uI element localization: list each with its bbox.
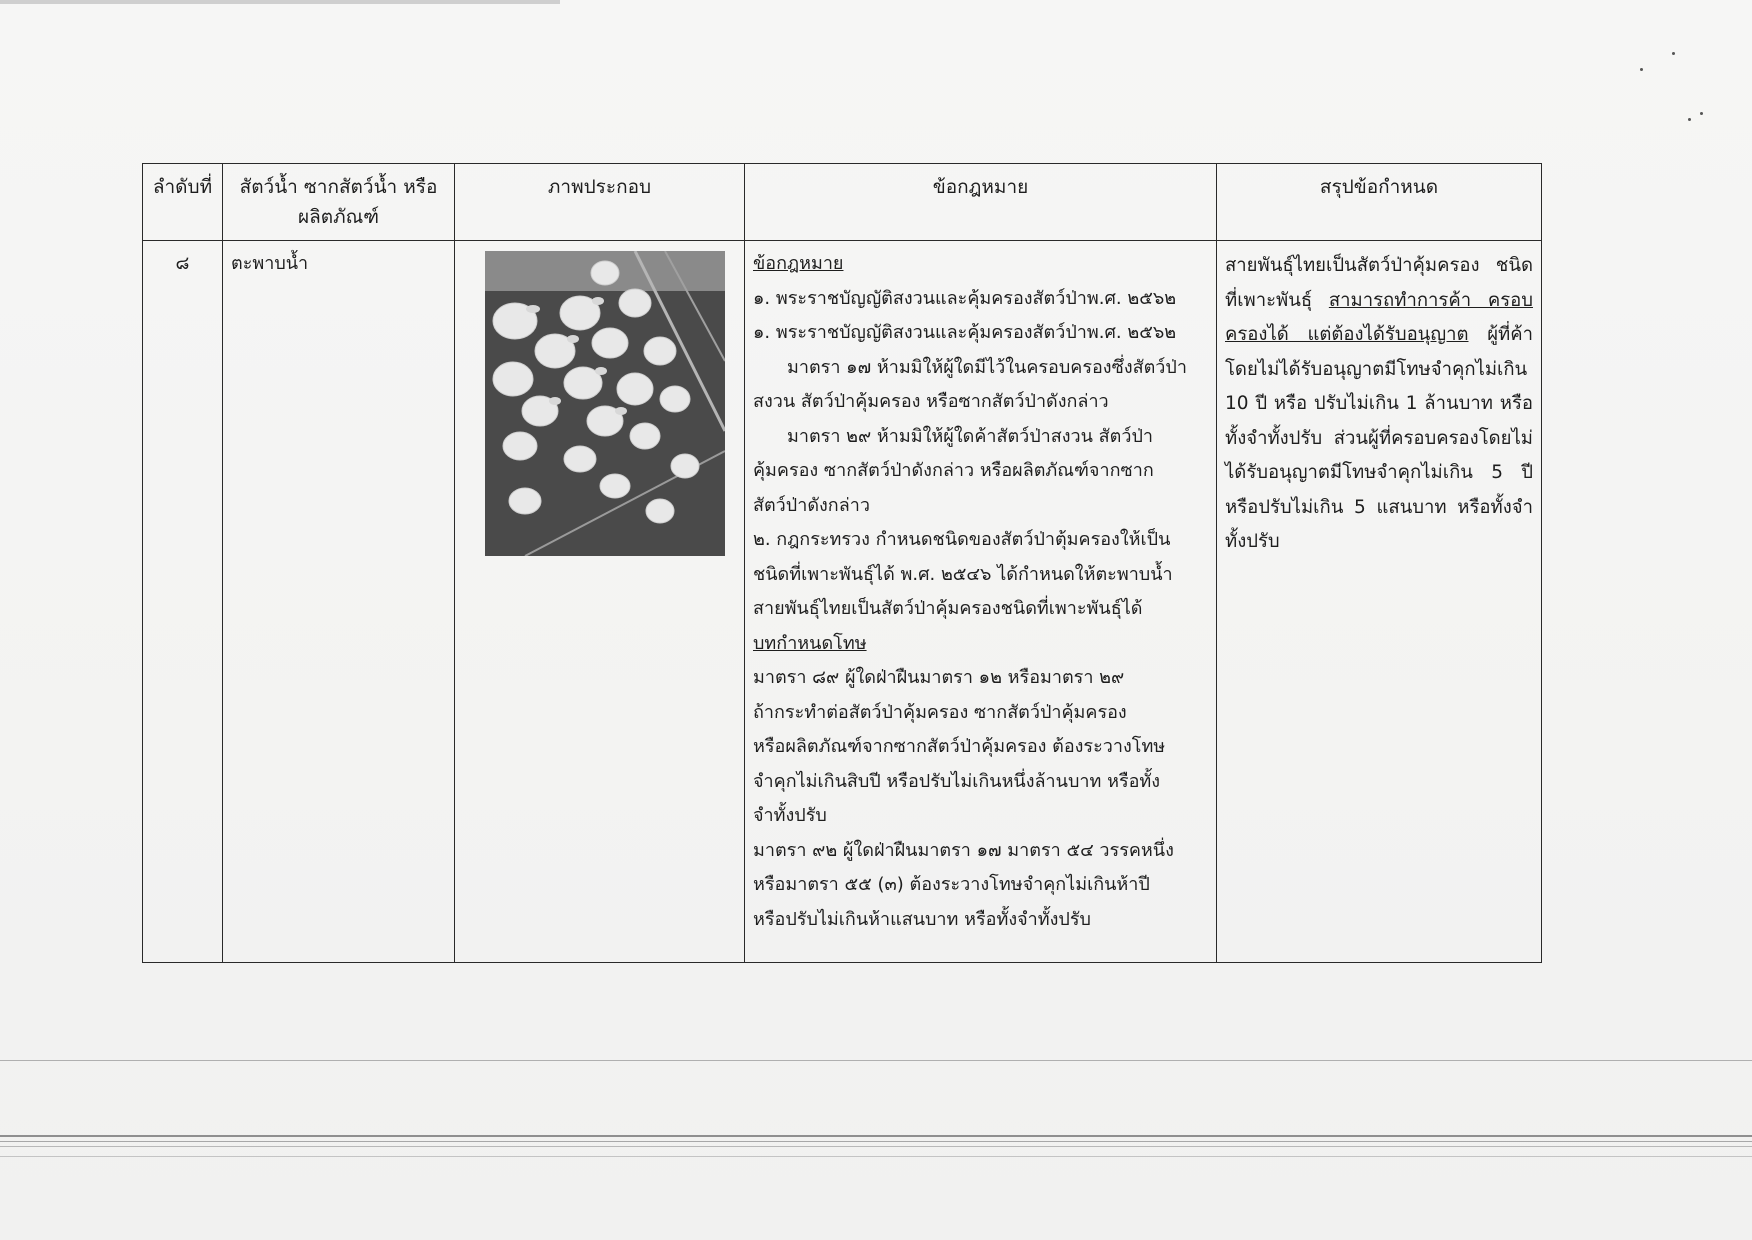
summary-text: [1225, 247, 1533, 560]
law-line: สัตว์ป่าดังกล่าว: [753, 494, 870, 516]
law-line: มาตรา ๒๙ ห้ามมิให้ผู้ใดค้าสัตว์ป่าสงวน สัตว์ป่า: [787, 425, 1154, 447]
header-number: ลำดับที่: [143, 164, 223, 241]
scan-speck: [1640, 68, 1643, 71]
summary-underlined: สามารถทำการค้า ครอบครองได้ แต่ต้องได้รับอนุญาต: [1225, 289, 1533, 345]
law-line: ถ้ากระทำต่อสัตว์ป่าคุ้มครอง ซากสัตว์ป่าคุ้มครอง: [753, 701, 1127, 723]
law-line: มาตรา ๑๗ ห้ามมิให้ผู้ใดมีไว้ในครอบครองซึ่งสัตว์ป่า: [787, 356, 1187, 378]
law-line: ๒. กฎกระทรวง กำหนดชนิดของสัตว์ป่าตุ้มครองให้เป็น: [753, 529, 1171, 550]
table-row: [143, 241, 1542, 963]
scan-edge-line: [0, 1135, 1752, 1137]
law-line: ชนิดที่เพาะพันธุ์ได้ พ.ศ. ๒๕๔๖ ได้กำหนดให้ตะพาบน้ำ: [753, 563, 1173, 585]
law-line: คุ้มครอง ซากสัตว์ป่าดังกล่าว หรือผลิตภัณฑ์จากซาก: [753, 460, 1154, 481]
law-line: มาตรา ๙๒ ผู้ใดฝ่าฝืนมาตรา ๑๗ มาตรา ๕๔ วรรคหนึ่ง: [753, 839, 1174, 861]
scan-edge-line: [0, 1156, 1752, 1157]
law-line: สายพันธุ์ไทยเป็นสัตว์ป่าคุ้มครองชนิดที่เพาะพันธุ์ได้: [753, 598, 1143, 619]
scan-edge-line: [0, 1141, 1752, 1142]
law-line: ๑. พระราชบัญญัติสงวนและคุ้มครองสัตว์ป่าพ.ศ. ๒๕๖๒: [753, 287, 1177, 309]
law-line: ๑. พระราชบัญญัติสงวนและคุ้มครองสัตว์ป่าพ.ศ. ๒๕๖๒: [753, 322, 1177, 343]
page-divider: [0, 1060, 1752, 1061]
row-number: ๘: [143, 241, 223, 963]
penalty-heading: บทกำหนดโทษ: [753, 632, 867, 654]
table-header-row: [143, 164, 1542, 241]
row-summary: [1217, 241, 1542, 963]
law-line: สงวน สัตว์ป่าคุ้มครอง หรือซากสัตว์ป่าดังกล่าว: [753, 391, 1109, 412]
soft-shell-turtles-photo: [485, 251, 725, 556]
legal-table: [142, 163, 1542, 963]
law-line: จำทั้งปรับ: [753, 805, 827, 826]
law-line: จำคุกไม่เกินสิบปี หรือปรับไม่เกินหนึ่งล้านบาท หรือทั้ง: [753, 770, 1161, 792]
law-line: หรือผลิตภัณฑ์จากซากสัตว์ป่าคุ้มครอง ต้องระวางโทษ: [753, 736, 1166, 757]
header-animal: สัตว์น้ำ ซากสัตว์น้ำ หรือผลิตภัณฑ์: [223, 164, 455, 241]
scan-speck: [1672, 52, 1675, 55]
scan-speck: [1700, 112, 1703, 115]
summary-part: ผู้ที่ค้าโดยไม่ได้รับอนุญาตมีโทษจำคุกไม่เกิน 10 ปี หรือ ปรับไม่เกิน 1 ล้านบาท หรือทั้งจำทั้งปรับ ส่วนผู้ที่ครอบครองโดยไม่ได้รับอนุญาตมีโทษจำคุกไม่เกิน 5 ปี หรือปรับไม่เกิน 5 แสนบาท หรือทั้งจำทั้งปรับ: [1225, 324, 1533, 552]
legal-table-frame: [142, 163, 1542, 963]
header-law: ข้อกฎหมาย: [745, 164, 1217, 241]
law-heading: ข้อกฎหมาย: [753, 253, 844, 274]
law-line: หรือปรับไม่เกินห้าแสนบาท หรือทั้งจำทั้งปรับ: [753, 908, 1091, 930]
turtles-image-icon: [485, 251, 725, 556]
law-line: มาตรา ๘๙ ผู้ใดฝ่าฝืนมาตรา ๑๒ หรือมาตรา ๒๙: [753, 667, 1125, 688]
summary-part: สายพันธุ์ไทยเป็นสัตว์ป่าคุ้มครอง ชนิดที่เพาะพันธุ์: [1225, 255, 1533, 311]
scan-edge-line: [0, 1146, 1752, 1147]
header-illustration: ภาพประกอบ: [455, 164, 745, 241]
law-line: หรือมาตรา ๕๕ (๓) ต้องระวางโทษจำคุกไม่เกินห้าปี: [753, 874, 1150, 895]
scan-top-edge: [0, 0, 560, 4]
header-summary: สรุปข้อกำหนด: [1217, 164, 1542, 241]
row-animal: ตะพาบน้ำ: [223, 241, 455, 963]
row-law: [745, 241, 1217, 963]
scan-speck: [1688, 118, 1691, 121]
row-illustration: [455, 241, 745, 963]
